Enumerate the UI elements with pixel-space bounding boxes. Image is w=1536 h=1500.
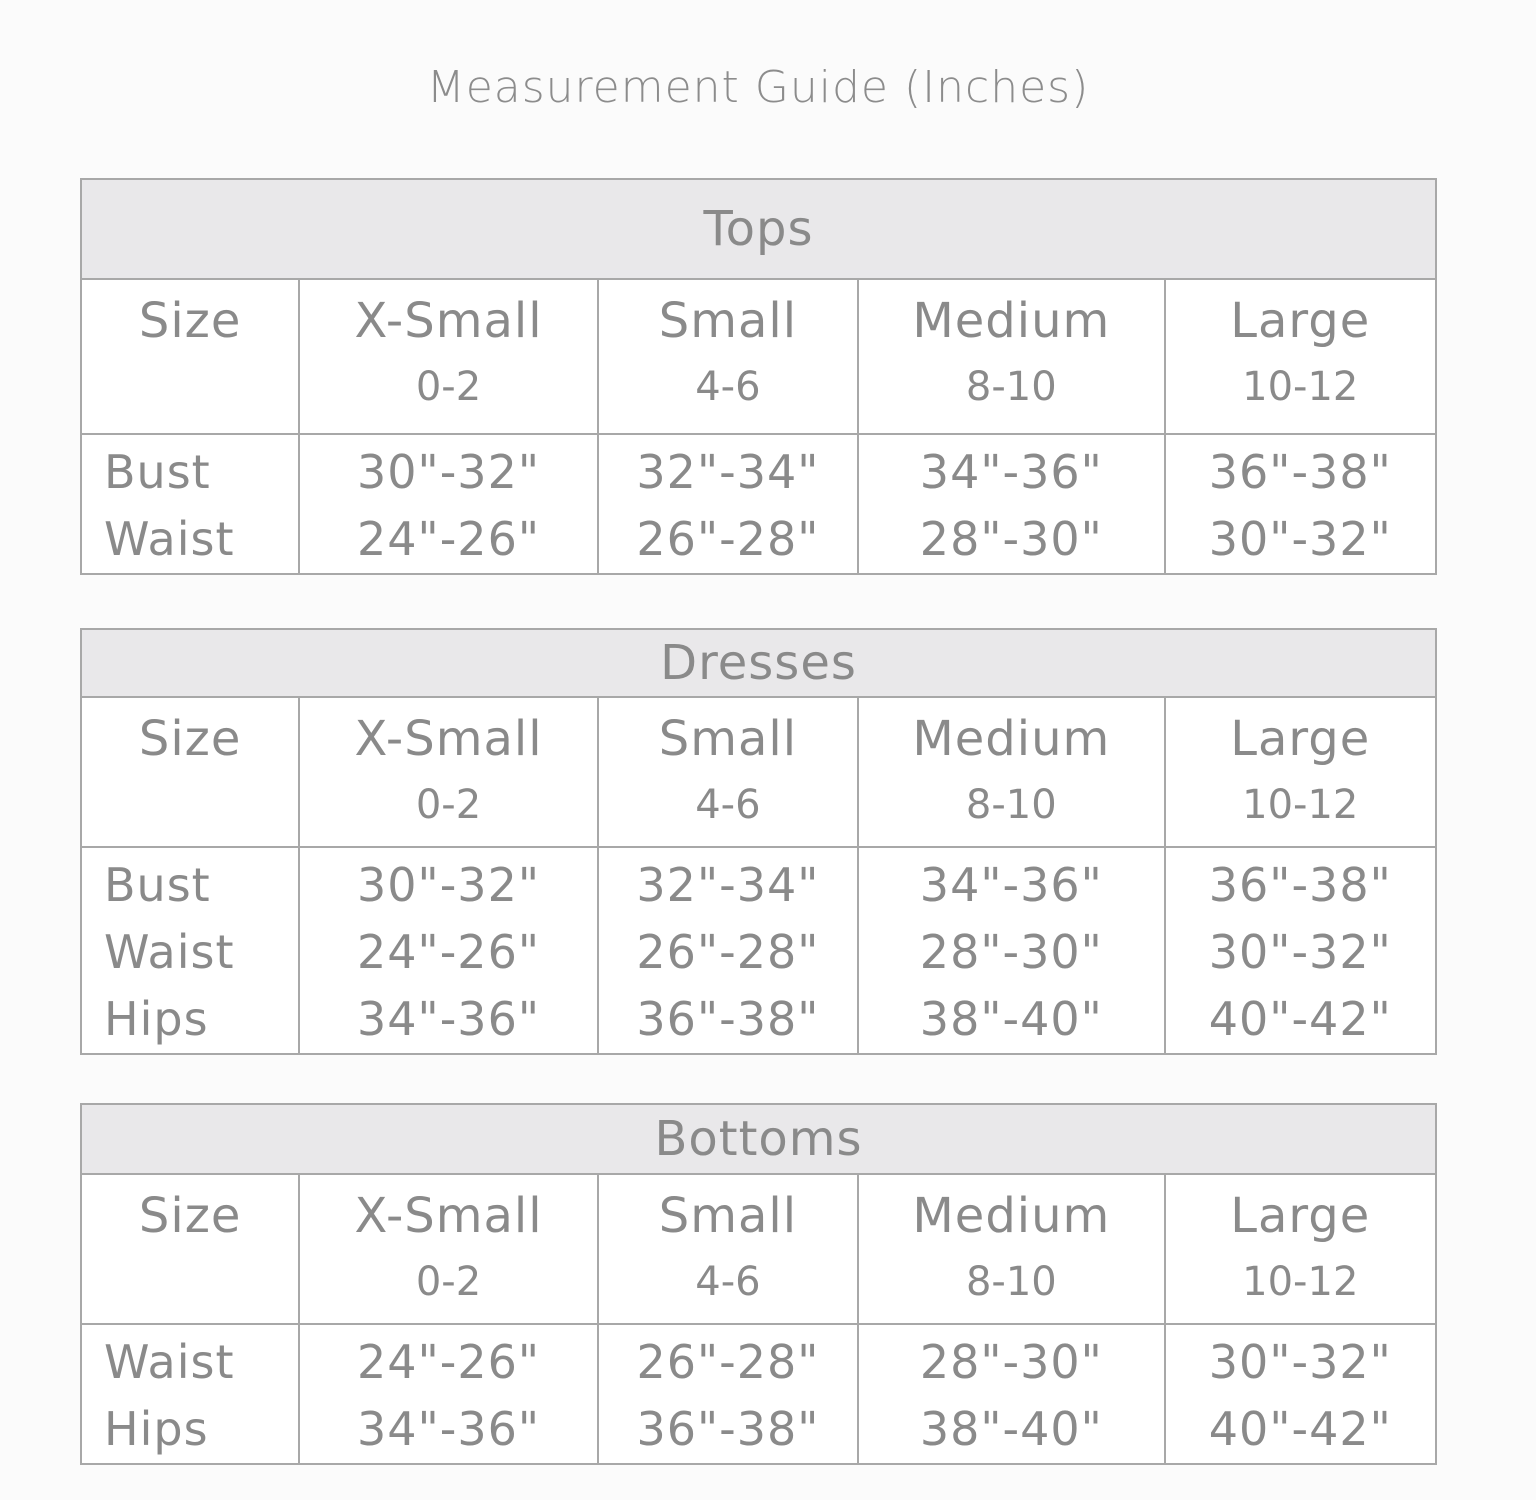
- size-name: Large: [1230, 293, 1371, 349]
- size-name: X-Small: [354, 1188, 543, 1244]
- size-range: 4-6: [695, 364, 761, 410]
- values-medium: [858, 1324, 1164, 1464]
- size-range: 0-2: [415, 782, 482, 828]
- value-cell: 34"-36": [357, 992, 540, 1046]
- measurement-label-hips: Hips: [104, 992, 209, 1046]
- size-name: Small: [658, 711, 798, 767]
- size-header-medium: [858, 279, 1164, 434]
- size-name: Medium: [912, 293, 1111, 349]
- value-cell: 36"-38": [1208, 858, 1392, 912]
- value-cell: 32"-34": [636, 445, 820, 499]
- size-name: Small: [658, 293, 798, 349]
- measurement-label-bust: Bust: [104, 858, 211, 912]
- size-header-medium: [858, 1174, 1164, 1324]
- value-cell: 30"-32": [1208, 512, 1392, 566]
- values-large: [1165, 1324, 1436, 1464]
- value-cell: 30"-32": [1208, 1335, 1392, 1389]
- value-cell: 28"-30": [919, 512, 1103, 566]
- value-cell: 24"-26": [357, 512, 540, 566]
- dresses-measurement-row: [81, 847, 1436, 1054]
- size-range: 8-10: [965, 1259, 1057, 1305]
- values-small: [598, 847, 858, 1054]
- bottoms-size-table: [80, 1103, 1437, 1465]
- value-cell: 38"-40": [919, 992, 1103, 1046]
- value-cell: 40"-42": [1208, 1402, 1392, 1456]
- size-name: Large: [1230, 711, 1371, 767]
- tops-size-table: [80, 178, 1437, 575]
- size-range: 0-2: [415, 1259, 482, 1305]
- dresses-heading: Dresses: [81, 629, 1436, 697]
- size-name: Medium: [912, 711, 1111, 767]
- size-range: 4-6: [695, 1259, 761, 1305]
- value-cell: 24"-26": [357, 925, 540, 979]
- value-cell: 26"-28": [636, 512, 820, 566]
- value-cell: 26"-28": [636, 925, 820, 979]
- value-cell: 38"-40": [919, 1402, 1103, 1456]
- value-cell: 32"-34": [636, 858, 820, 912]
- size-range: 8-10: [965, 782, 1057, 828]
- bottoms-measurement-row: [81, 1324, 1436, 1464]
- value-cell: 34"-36": [919, 445, 1103, 499]
- size-label: Size: [138, 1188, 242, 1244]
- size-range: 10-12: [1242, 364, 1359, 410]
- values-medium: [858, 434, 1164, 574]
- value-cell: 26"-28": [636, 1335, 820, 1389]
- size-header-medium: [858, 697, 1164, 847]
- tops-measurement-row: [81, 434, 1436, 574]
- size-label-cell: [81, 1174, 299, 1324]
- values-medium: [858, 847, 1164, 1054]
- size-range: 8-10: [965, 364, 1057, 410]
- size-range: 0-2: [415, 364, 482, 410]
- measurement-label-bust: Bust: [104, 445, 211, 499]
- measurement-label-waist: Waist: [104, 925, 235, 979]
- values-large: [1165, 847, 1436, 1054]
- value-cell: 30"-32": [357, 445, 540, 499]
- size-header-small: [598, 279, 858, 434]
- size-name: X-Small: [354, 711, 543, 767]
- page-title: Measurement Guide (Inches): [426, 62, 1090, 113]
- size-label: Size: [138, 293, 242, 349]
- tops-size-header-row: [81, 279, 1436, 434]
- values-x-small: [299, 1324, 597, 1464]
- value-cell: 36"-38": [636, 992, 820, 1046]
- values-x-small: [299, 434, 597, 574]
- value-cell: 34"-36": [919, 858, 1103, 912]
- values-small: [598, 1324, 858, 1464]
- value-cell: 40"-42": [1208, 992, 1392, 1046]
- value-cell: 24"-26": [357, 1335, 541, 1389]
- size-name: Large: [1230, 1188, 1371, 1244]
- measurement-labels: [81, 434, 299, 574]
- size-header-small: [598, 1174, 858, 1324]
- measurement-label-hips: Hips: [104, 1402, 209, 1456]
- value-cell: 36"-38": [636, 1402, 820, 1456]
- size-name: Medium: [912, 1188, 1111, 1244]
- value-cell: 30"-32": [1208, 925, 1392, 979]
- values-large: [1165, 434, 1436, 574]
- dresses-size-header-row: [81, 697, 1436, 847]
- size-label-cell: [81, 279, 299, 434]
- bottoms-heading: Bottoms: [81, 1104, 1436, 1174]
- size-range: 4-6: [695, 782, 761, 828]
- size-name: Small: [658, 1188, 798, 1244]
- value-cell: 36"-38": [1208, 445, 1392, 499]
- dresses-size-table: [80, 628, 1437, 1055]
- size-header-small: [598, 697, 858, 847]
- size-label-cell: [81, 697, 299, 847]
- size-header-large: [1165, 1174, 1436, 1324]
- value-cell: 28"-30": [919, 925, 1103, 979]
- size-header-large: [1165, 697, 1436, 847]
- measurement-labels: [81, 1324, 299, 1464]
- value-cell: 34"-36": [357, 1402, 541, 1456]
- size-name: X-Small: [354, 293, 543, 349]
- bottoms-size-header-row: [81, 1174, 1436, 1324]
- value-cell: 28"-30": [919, 1335, 1103, 1389]
- value-cell: 30"-32": [357, 858, 540, 912]
- measurement-label-waist: Waist: [104, 1335, 235, 1389]
- measurement-labels: [81, 847, 299, 1054]
- size-range: 10-12: [1242, 782, 1359, 828]
- tops-heading: Tops: [81, 179, 1436, 279]
- size-header-large: [1165, 279, 1436, 434]
- size-header-x-small: [299, 279, 597, 434]
- size-header-x-small: [299, 1174, 597, 1324]
- size-range: 10-12: [1242, 1259, 1359, 1305]
- measurement-label-waist: Waist: [104, 512, 235, 566]
- size-header-x-small: [299, 697, 597, 847]
- values-small: [598, 434, 858, 574]
- size-label: Size: [138, 711, 242, 767]
- values-x-small: [299, 847, 597, 1054]
